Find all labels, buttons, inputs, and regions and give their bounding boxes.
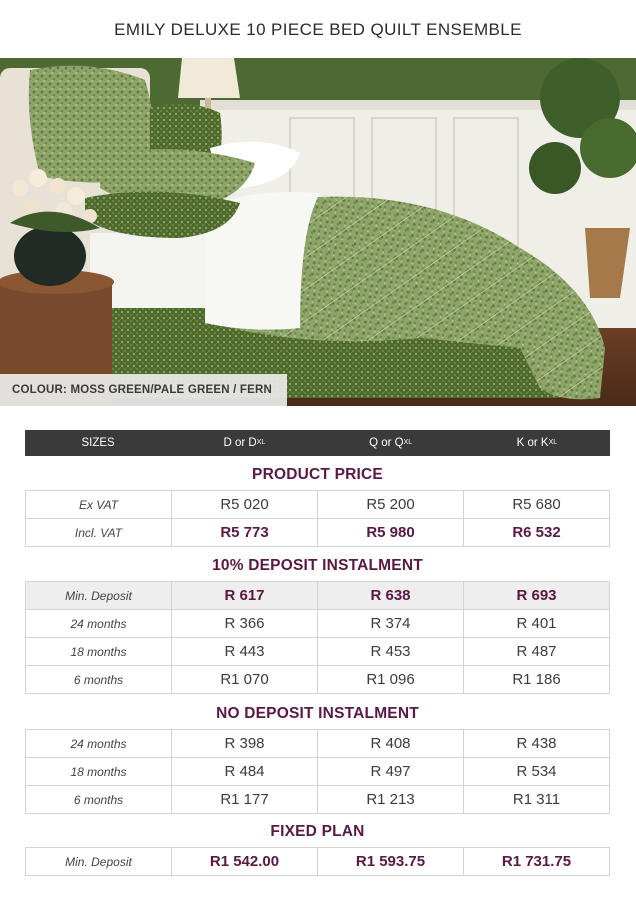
price-cell: R5 773 [172,519,318,547]
price-cell: R 398 [172,730,318,758]
colour-label: COLOUR: MOSS GREEN/PALE GREEN / FERN [0,374,287,406]
row-label: 24 months [26,730,172,758]
row-label: 6 months [26,786,172,814]
row-label: Min. Deposit [26,582,172,610]
price-cell: R 484 [172,758,318,786]
price-cell: R1 096 [318,666,464,694]
price-cell: R 534 [464,758,610,786]
price-cell: R1 177 [172,786,318,814]
table-row [26,491,610,519]
table-row [26,519,610,547]
row-label: Min. Deposit [26,848,172,876]
price-cell: R1 593.75 [318,848,464,876]
price-cell: R 374 [318,610,464,638]
price-cell: R1 542.00 [172,848,318,876]
no-deposit-instalment-table [25,729,610,814]
row-label: Incl. VAT [26,519,172,547]
table-row [26,638,610,666]
row-label: 6 months [26,666,172,694]
deposit-instalment-table [25,581,610,694]
price-cell: R 497 [318,758,464,786]
price-cell: R6 532 [464,519,610,547]
table-row [26,582,610,610]
row-label: 24 months [26,610,172,638]
product-price-table [25,490,610,547]
price-cell: R1 070 [172,666,318,694]
table-row [26,848,610,876]
price-cell: R 638 [318,582,464,610]
row-label: 18 months [26,758,172,786]
price-cell: R 693 [464,582,610,610]
fixed-plan-table [25,847,610,876]
price-cell: R 443 [172,638,318,666]
table-row [26,730,610,758]
price-cell: R 438 [464,730,610,758]
table-row [26,610,610,638]
price-cell: R5 680 [464,491,610,519]
price-cell: R1 311 [464,786,610,814]
price-cell: R5 200 [318,491,464,519]
sizes-header [25,430,610,456]
sizes-header-label: SIZES [81,437,115,449]
price-cell: R 453 [318,638,464,666]
size-k-header: K or K $^{XL}$ [516,437,558,449]
price-cell: R5 020 [172,491,318,519]
price-cell: R 617 [172,582,318,610]
section-heading-fixed-plan: FIXED PLAN [270,823,365,840]
section-heading-product-price: PRODUCT PRICE [252,466,383,483]
price-cell: R 487 [464,638,610,666]
size-q-header: Q or Q $^{XL}$ [369,437,413,449]
row-label: 18 months [26,638,172,666]
price-cell: R1 213 [318,786,464,814]
table-row [26,758,610,786]
table-row [26,786,610,814]
table-row [26,666,610,694]
price-cell: R 366 [172,610,318,638]
price-cell: R1 731.75 [464,848,610,876]
page-title: EMILY DELUXE 10 PIECE BED QUILT ENSEMBLE [114,20,522,39]
section-heading-deposit-instalment: 10% DEPOSIT INSTALMENT [212,557,423,574]
size-d-header: D or D $^{XL}$ [223,437,266,449]
price-cell: R1 186 [464,666,610,694]
section-heading-no-deposit-instalment: NO DEPOSIT INSTALMENT [216,705,419,722]
price-cell: R5 980 [318,519,464,547]
price-cell: R 401 [464,610,610,638]
price-cell: R 408 [318,730,464,758]
product-photo [0,58,636,406]
row-label: Ex VAT [26,491,172,519]
